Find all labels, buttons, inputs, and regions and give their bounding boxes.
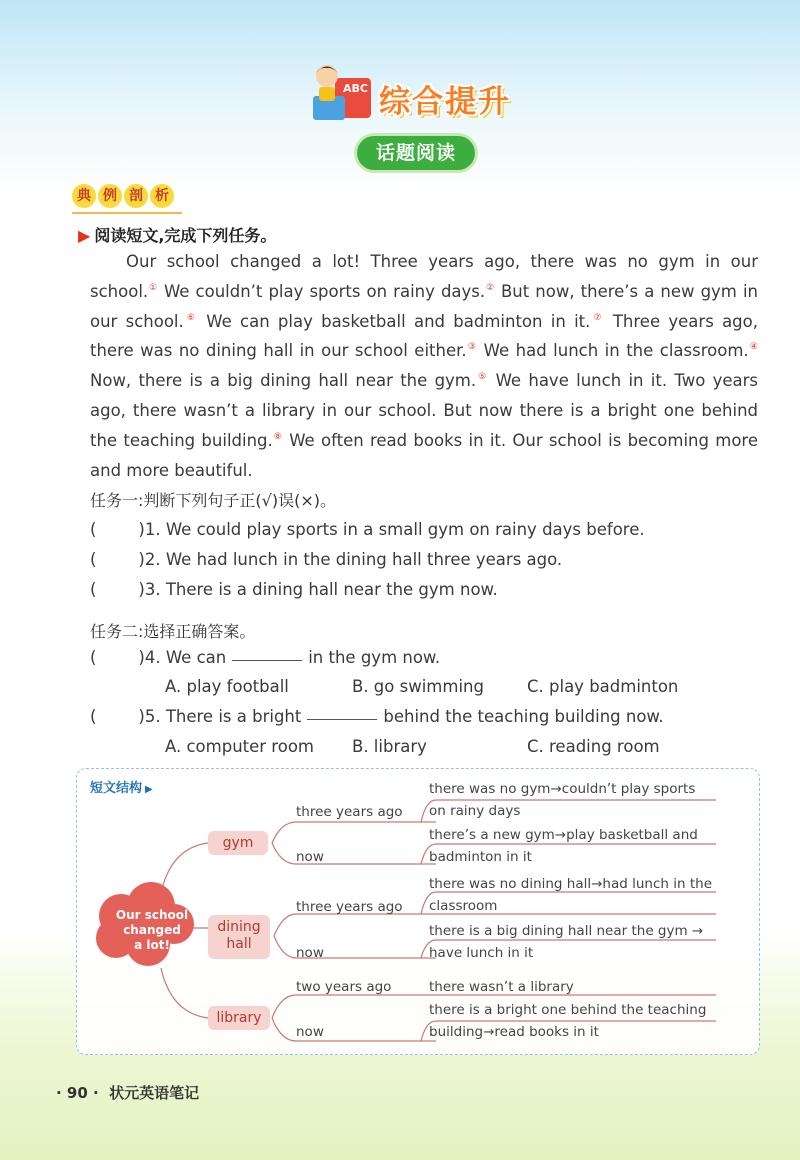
- sentence-number: ②: [485, 282, 495, 293]
- passage-sentence: Our school changed a lot! Three years ago, there was no gym in our school.: [90, 252, 758, 301]
- section-tag: [72, 184, 176, 210]
- task1-item[interactable]: ( )1. We could play sports in a small gym on rainy days before.: [90, 520, 645, 539]
- mascot-letters: ABC: [343, 82, 368, 95]
- sentence-number: ⑦: [590, 312, 605, 323]
- section-subtitle: 话题阅读: [357, 136, 475, 170]
- triangle-right-icon: ▶: [145, 784, 153, 795]
- desc-line: there’s a new gym→play basketball and: [429, 827, 698, 843]
- passage-sentence: We can play basketball and badminton in it.: [197, 311, 591, 331]
- q5-option-c[interactable]: C. reading room: [527, 737, 660, 756]
- reading-passage: [90, 247, 758, 485]
- q5-stem-end: behind the teaching building now.: [383, 707, 664, 726]
- passage-sentence: We had lunch in the classroom.: [477, 341, 749, 361]
- tag-char: 析: [150, 184, 174, 208]
- q5-stem: ( )5. There is a bright: [90, 707, 302, 726]
- q4-option-b[interactable]: B. go swimming: [352, 677, 484, 696]
- arrow-right-icon: ▶: [78, 226, 91, 245]
- desc-line: there was no dining hall→had lunch in the: [429, 876, 713, 892]
- desc-line: badminton in it: [429, 849, 532, 865]
- passage-sentence: We couldn’t play sports on rainy days.: [157, 281, 486, 301]
- center-line: Our school: [115, 908, 189, 922]
- passage-sentence: We often read books in it. Our school is becoming more and more beautiful.: [90, 430, 758, 480]
- center-line: a lot!: [134, 938, 170, 952]
- branch-label-line: hall: [226, 936, 252, 952]
- structure-title-text: 短文结构: [90, 781, 143, 796]
- passage-sentence: Three years ago, there was no dining hall in our school either.: [90, 311, 758, 361]
- answer-blank[interactable]: [307, 718, 377, 720]
- time-label: three years ago: [296, 899, 403, 915]
- q4-option-a[interactable]: A. play football: [165, 677, 289, 696]
- time-label: two years ago: [296, 979, 392, 995]
- instruction-text: 阅读短文,完成下列任务。: [94, 226, 277, 245]
- time-label: three years ago: [296, 804, 403, 820]
- mascot-reading-icon: [305, 58, 375, 124]
- branch-dining-hall: [208, 915, 270, 959]
- q4-option-c[interactable]: C. play badminton: [527, 677, 679, 696]
- sentence-number: ④: [748, 342, 758, 353]
- sentence-number: ①: [148, 282, 158, 293]
- branch-gym: gym: [208, 831, 268, 855]
- question-4[interactable]: [90, 648, 440, 667]
- desc-line: there wasn’t a library: [429, 979, 574, 995]
- sentence-number: ③: [466, 342, 478, 353]
- sentence-number: ⑥: [183, 312, 198, 323]
- passage-sentence: But now, there’s a new gym in our school.: [90, 281, 758, 331]
- task2-heading: 任务二:选择正确答案。: [90, 622, 256, 641]
- instruction: [78, 223, 276, 246]
- desc-line: on rainy days: [429, 803, 521, 819]
- time-label: now: [296, 849, 324, 865]
- page-header: [305, 58, 545, 128]
- tag-char: 例: [98, 184, 122, 208]
- q5-option-a[interactable]: A. computer room: [165, 737, 314, 756]
- book-title: 状元英语笔记: [109, 1084, 200, 1102]
- tag-char: 典: [72, 184, 96, 208]
- branch-library: library: [208, 1006, 270, 1030]
- sentence-number: ⑧: [272, 431, 283, 442]
- time-label: now: [296, 945, 324, 961]
- q4-stem-end: in the gym now.: [308, 648, 441, 667]
- page-footer: [56, 1082, 199, 1103]
- page-number: · 90 ·: [56, 1084, 99, 1102]
- passage-sentence: We have lunch in it. Two years ago, there wasn’t a library in our school. But now there is a bright one behind the teaching building.: [90, 371, 758, 450]
- mind-map-center: [106, 908, 198, 953]
- time-label: now: [296, 1024, 324, 1040]
- page-title: 综合提升: [379, 84, 511, 120]
- tag-underline: [72, 212, 182, 214]
- desc-line: building→read books in it: [429, 1024, 599, 1040]
- desc-line: there was no gym→couldn’t play sports: [429, 781, 696, 797]
- branch-label-line: dining: [217, 919, 261, 935]
- sentence-number: ⑤: [476, 372, 489, 383]
- task1-heading: 任务一:判断下列句子正(√)误(×)。: [90, 491, 336, 510]
- q4-stem: ( )4. We can: [90, 648, 227, 667]
- q5-option-b[interactable]: B. library: [352, 737, 427, 756]
- answer-blank[interactable]: [232, 659, 302, 661]
- passage-sentence: Now, there is a big dining hall near the gym.: [90, 371, 477, 391]
- desc-line: there is a big dining hall near the gym →: [429, 923, 704, 939]
- desc-line: classroom: [429, 898, 498, 914]
- question-5[interactable]: [90, 707, 664, 726]
- tag-char: 剖: [124, 184, 148, 208]
- desc-line: there is a bright one behind the teaching: [429, 1002, 707, 1018]
- desc-line: have lunch in it: [429, 945, 534, 961]
- center-line: changed: [123, 923, 181, 937]
- task1-item[interactable]: ( )2. We had lunch in the dining hall three years ago.: [90, 550, 563, 569]
- task1-item[interactable]: ( )3. There is a dining hall near the gym now.: [90, 580, 498, 599]
